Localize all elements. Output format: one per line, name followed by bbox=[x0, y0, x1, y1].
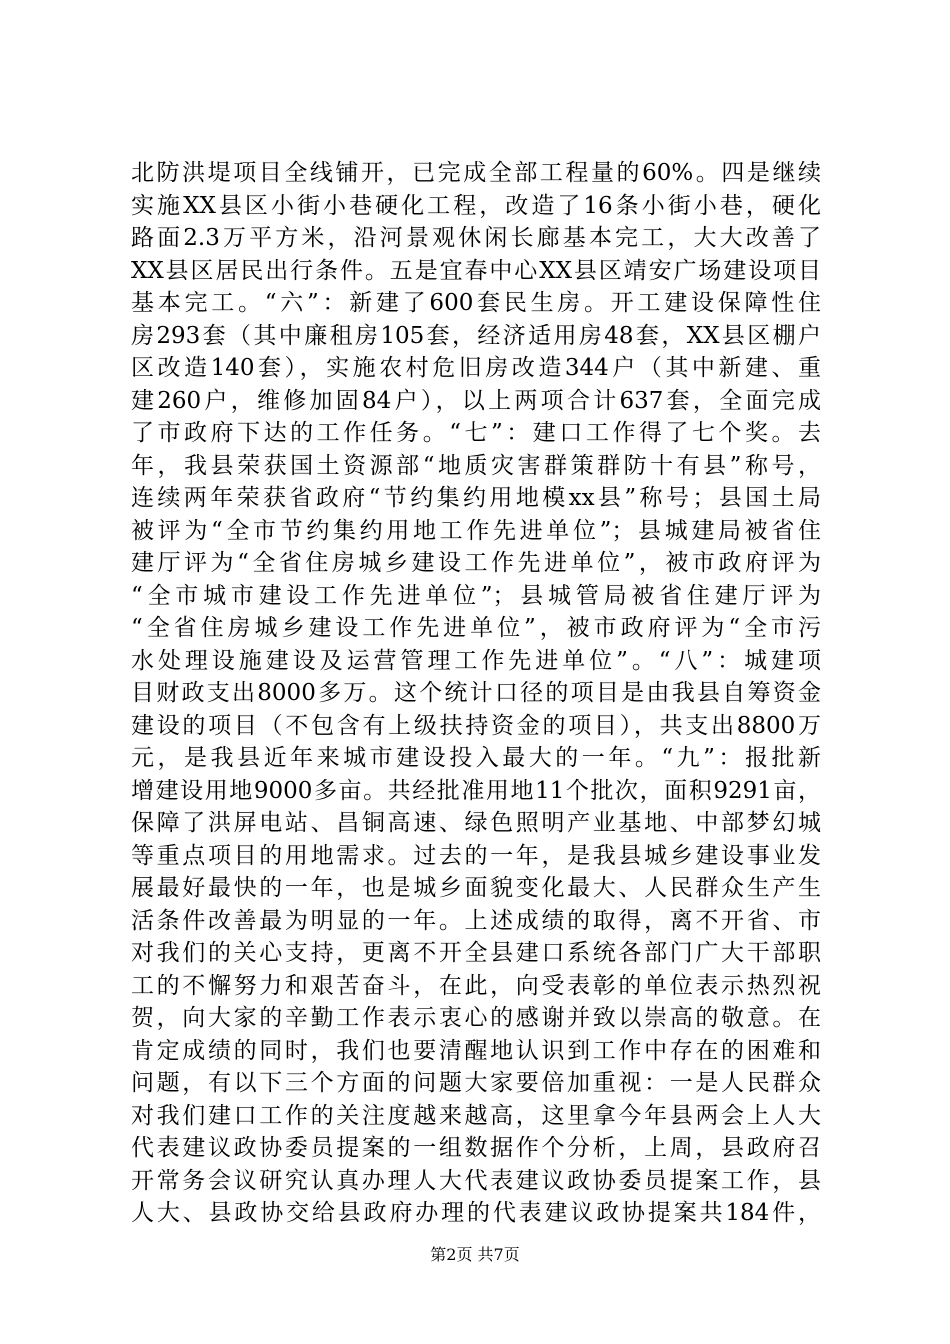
text-line: 建厅评为“全省住房城乡建设工作先进单位”，被市政府评为 bbox=[131, 550, 821, 576]
text-line: 连续两年荣获省政府“节约集约用地模xx县”称号；县国土局 bbox=[131, 485, 821, 511]
page-footer: 第2页 共7页 bbox=[430, 1245, 520, 1264]
text-line: 问题，有以下三个方面的问题大家要倍加重视：一是人民群众 bbox=[131, 1070, 821, 1096]
text-line: 增建设用地9000多亩。共经批准用地11个批次，面积9291亩， bbox=[131, 777, 821, 804]
text-line: 对我们建口工作的关注度越来越高，这里拿今年县两会上人大 bbox=[131, 1102, 821, 1129]
text-line: 工的不懈努力和艰苦奋斗，在此，向受表彰的单位表示热烈祝 bbox=[131, 972, 821, 999]
text-line: 年，我县荣获国土资源部“地质灾害群策群防十有县”称号， bbox=[131, 452, 821, 479]
text-line: 开常务会议研究认真办理人大代表建议政协委员提案工作，县 bbox=[131, 1167, 821, 1194]
text-line: 等重点项目的用地需求。过去的一年，是我县城乡建设事业发 bbox=[131, 842, 821, 869]
text-line: 了市政府下达的工作任务。“七”：建口工作得了七个奖。去 bbox=[131, 420, 821, 446]
text-line: 建260户，维修加固84户），以上两项合计637套，全面完成 bbox=[131, 387, 821, 414]
text-line: 被评为“全市节约集约用地工作先进单位”；县城建局被省住 bbox=[131, 517, 821, 544]
text-line: 北防洪堤项目全线铺开，已完成全部工程量的60%。四是继续 bbox=[131, 160, 821, 186]
text-line: 贺，向大家的辛勤工作表示衷心的感谢并致以崇高的敬意。在 bbox=[131, 1005, 821, 1031]
text-line: XX县区居民出行条件。五是宜春中心XX县区靖安广场建设项目 bbox=[131, 257, 821, 284]
text-line: 区改造140套），实施农村危旧房改造344户（其中新建、重 bbox=[131, 355, 821, 381]
text-line: 建设的项目（不包含有上级扶持资金的项目），共支出8800万 bbox=[131, 712, 821, 739]
text-line: 房293套（其中廉租房105套，经济适用房48套，XX县区棚户 bbox=[131, 322, 821, 349]
body-text bbox=[131, 157, 821, 1230]
text-line: 元，是我县近年来城市建设投入最大的一年。“九”：报批新 bbox=[131, 745, 821, 771]
text-line: 展最好最快的一年，也是城乡面貌变化最大、人民群众生产生 bbox=[131, 875, 821, 901]
text-line: 基本完工。“六”：新建了600套民生房。开工建设保障性住 bbox=[131, 290, 821, 316]
text-line: “全省住房城乡建设工作先进单位”，被市政府评为“全市污 bbox=[131, 615, 821, 641]
text-line: 对我们的关心支持，更离不开全县建口系统各部门广大干部职 bbox=[131, 940, 821, 966]
text-line: 保障了洪屏电站、昌铜高速、绿色照明产业基地、中部梦幻城 bbox=[131, 810, 821, 836]
text-line: 活条件改善最为明显的一年。上述成绩的取得，离不开省、市 bbox=[131, 907, 821, 934]
text-line: 肯定成绩的同时，我们也要清醒地认识到工作中存在的困难和 bbox=[131, 1037, 821, 1064]
text-line: 实施XX县区小街小巷硬化工程，改造了16条小街小巷，硬化 bbox=[131, 192, 821, 219]
text-line: 目财政支出8000多万。这个统计口径的项目是由我县自筹资金 bbox=[131, 680, 821, 706]
text-line: 人大、县政协交给县政府办理的代表建议政协提案共184件， bbox=[131, 1200, 821, 1226]
text-line: 水处理设施建设及运营管理工作先进单位”。“八”：城建项 bbox=[131, 647, 821, 674]
text-line: “全市城市建设工作先进单位”；县城管局被省住建厅评为 bbox=[131, 582, 821, 609]
text-line: 代表建议政协委员提案的一组数据作个分析，上周，县政府召 bbox=[131, 1135, 821, 1161]
text-line: 路面2.3万平方米，沿河景观休闲长廊基本完工，大大改善了 bbox=[131, 225, 821, 251]
